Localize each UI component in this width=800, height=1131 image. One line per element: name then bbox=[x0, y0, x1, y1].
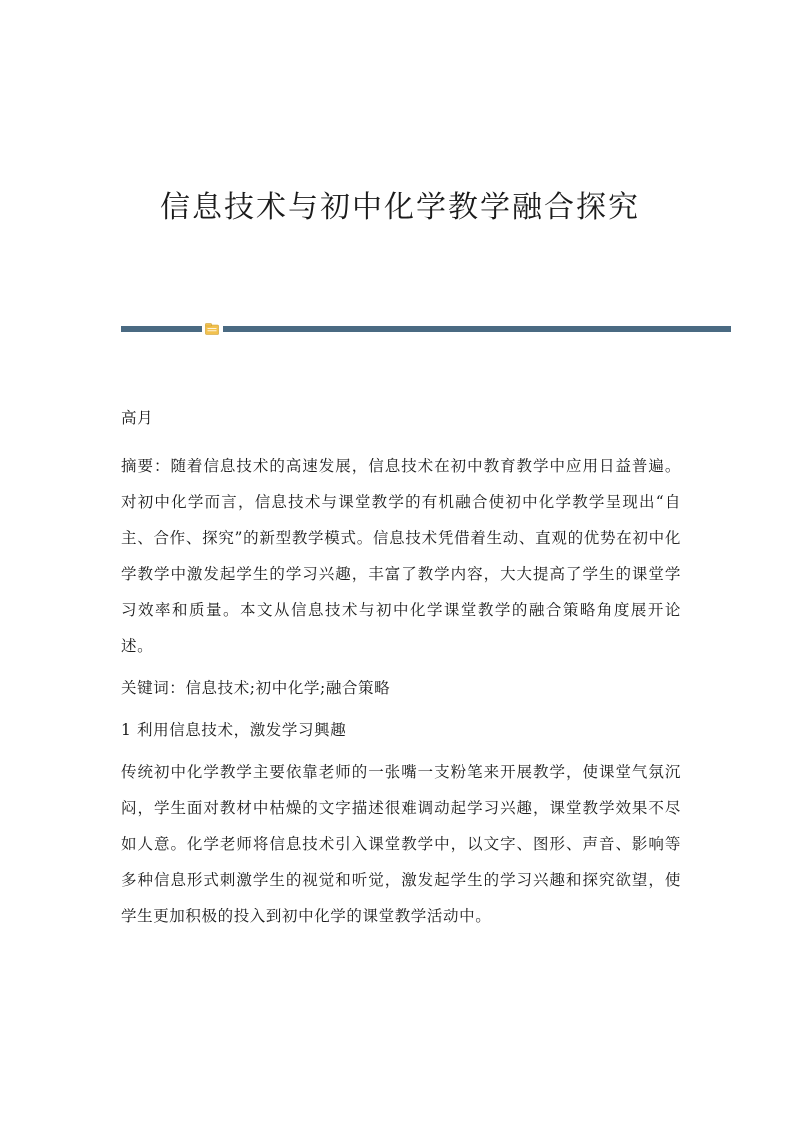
document-body bbox=[121, 400, 681, 940]
section-heading: 1 利用信息技术，激发学习興趣 bbox=[121, 721, 347, 739]
folder-icon bbox=[205, 323, 219, 335]
document-title: 信息技术与初中化学教学融合探究 bbox=[160, 190, 640, 225]
divider-bar-left bbox=[121, 326, 202, 332]
divider-bar-right bbox=[223, 326, 731, 332]
title-divider bbox=[121, 325, 731, 333]
keywords-line: 关键词：信息技术;初中化学;融合策略 bbox=[121, 679, 391, 697]
section-body-paragraph: 传统初中化学教学主要依靠老师的一张嘴一支粉笔来开展教学，使课堂气氛沉闷，学生面对教材中枯燥的文字描述很难调动起学习兴趣，课堂教学效果不尽如人意。化学老师将信息技术引入课堂教学中，以文字、图形、声音、影响等多种信息形式刺激学生的视觉和听觉，激发起学生的学习兴趣和探究欲望，使学生更加积极的投入到初中化学的课堂教学活动中。 bbox=[121, 763, 681, 925]
abstract-paragraph: 摘要：随着信息技术的高速发展，信息技术在初中教育教学中应用日益普遍。对初中化学而言，信息技术与课堂教学的有机融合使初中化学教学呈现出“自主、合作、探究”的新型教学模式。信息技术凭借着生动、直观的优势在初中化学教学中激发起学生的学习兴趣，丰富了教学内容，大大提高了学生的课堂学习效率和质量。本文从信息技术与初中化学课堂教学的融合策略角度展开论述。 bbox=[121, 457, 681, 655]
author-name: 高月 bbox=[121, 409, 154, 427]
